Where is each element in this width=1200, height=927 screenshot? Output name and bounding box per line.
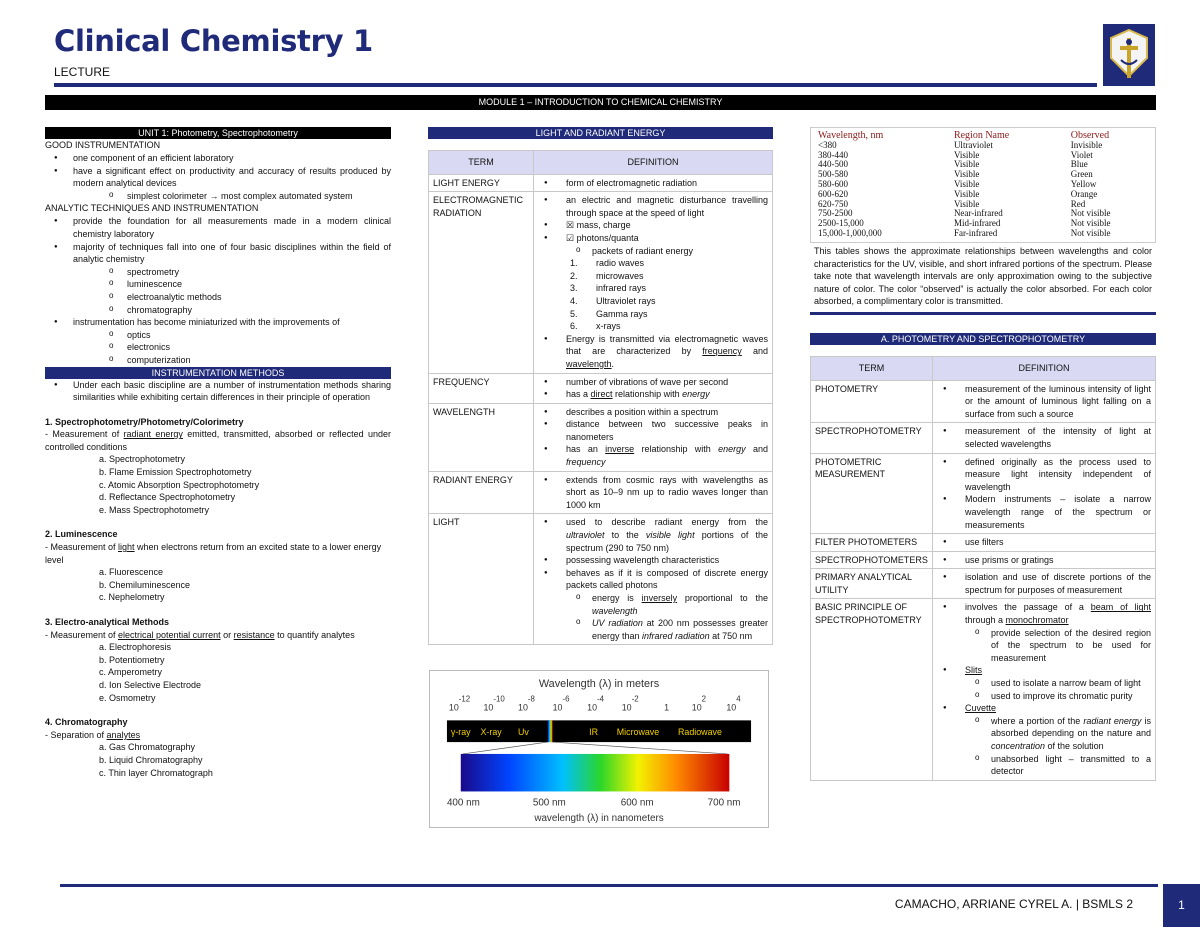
svg-text:-12: -12 [458,694,471,704]
svg-text:-6: -6 [562,694,570,704]
svg-text:-8: -8 [527,694,535,704]
svg-text:600 nm: 600 nm [620,797,654,809]
section-1-items: a. Spectrophotometry b. Flame Emission Spectrophotometry c. Atomic Absorption Spectrophotometry d. Reflectance Spectrophotometry e. Mass Spectrophotometry [99,454,260,515]
table-row: 2500-15,000 Mid-infrared Not visible [818,218,1111,229]
svg-text:Radiowave: Radiowave [677,727,722,738]
right-column [810,127,1156,781]
table-row: FREQUENCY ● number of vibrations of wave per second ● has a direct relationship with energy [429,373,773,403]
section-3-items: a. Electrophoresis b. Potentiometry c. Amperometry d. Ion Selective Electrode e. Osmometry [99,642,202,703]
svg-text:-10: -10 [493,694,505,704]
svg-text:-4: -4 [597,694,605,704]
table-row: PRIMARY ANALYTICAL UTILITY ● isolation and use of discrete portions of the spectrum for purposes of measurement [811,569,1156,599]
footer-author: CAMACHO, ARRIANE CYREL A. | BSMLS 2 [894,897,1133,911]
section-2-title: 2. Luminescence [45,529,118,540]
list-item: o simplest colorimeter → most complex automated system [45,190,391,203]
analytic-techniques-heading: ANALYTIC TECHNIQUES AND INSTRUMENTATION [45,203,259,214]
header-definition: DEFINITION [534,151,773,175]
svg-text:10: 10 [483,702,494,713]
left-column [45,127,391,779]
table-row: BASIC PRINCIPLE OF SPECTROPHOTOMETRY ● involves the passage of a beam of light through a monochromator o provide selection of the desired region of the spectrum to be used for measurement ● Slits o used to isolate a narrow beam of light o used to improve its chromatic purity ● Cuvette o where a portion of the radiant energy is absorbed depending on the nature and concentration of the solution o unabsorbed light – transmitted to a detector [811,599,1156,780]
power-labels [449,695,741,713]
list-item: ● Under each basic discipline are a number of instrumentation methods sharing similarities while exhibiting certain differences in their principle of operation [45,379,391,404]
section-2-items: a. Fluorescence b. Chemiluminescence c. Nephelometry [99,567,191,603]
table-row: 500-580 Visible Green [818,169,1093,180]
table-row: 750-2500 Near-infrared Not visible [818,208,1111,219]
table-row: LIGHT ENERGY ● form of electromagnetic radiation [429,174,773,192]
logo [1103,24,1155,86]
light-terms-table [428,150,773,645]
svg-text:4: 4 [736,694,741,704]
svg-text:Uv: Uv [518,727,529,738]
wavelength-figure [810,127,1156,243]
page-subtitle: LECTURE [54,65,111,79]
middle-column [428,127,773,645]
photometry-table [810,356,1156,781]
section-3-title: 3. Electro-analytical Methods [45,617,170,627]
list-item: ● provide the foundation for all measurements made in a modern clinical chemistry laboratory [45,215,391,240]
list-item: ● have a significant effect on productivity and accuracy of results produced by modern analytical devices [45,165,391,190]
unit-bar: UNIT 1: Photometry, Spectrophotometry [45,127,391,139]
list-item: o luminescence [45,278,391,291]
table-row: 380-440 Visible Violet [818,149,1093,160]
methods-bar: INSTRUMENTATION METHODS [45,367,391,379]
list-item: o optics [45,329,391,342]
header-definition: DEFINITION [933,356,1156,380]
photometry-bar: A. PHOTOMETRY AND SPECTROPHOTOMETRY [810,333,1156,345]
svg-text:IR: IR [589,727,599,738]
analytic-list [45,215,391,366]
good-instrumentation-heading: GOOD INSTRUMENTATION [45,140,161,150]
list-item: o computerization [45,354,391,367]
section-4-items: a. Gas Chromatography b. Liquid Chromatography c. Thin layer Chromatograph [99,742,213,778]
svg-text:10: 10 [691,702,702,713]
svg-text:X-ray: X-ray [480,727,502,738]
table-row: SPECTROPHOTOMETRY ● measurement of the intensity of light at selected wavelengths [811,423,1156,453]
header-term: TERM [811,356,933,380]
section-1-desc: - Measurement of radiant energy emitted, transmitted, absorbed or reflected under controlled conditions [45,429,391,452]
list-item: ● majority of techniques fall into one of four basic disciplines within the field of analytic chemistry [45,241,391,266]
svg-text:700 nm: 700 nm [707,797,741,809]
svg-text:500 nm: 500 nm [532,797,566,809]
svg-text:10: 10 [518,702,528,713]
svg-text:2: 2 [701,694,707,704]
table-row: ELECTROMAGNETIC RADIATION ● an electric and magnetic disturbance travelling through space at the speed of light ● ☒ mass, charge ● ☑ photons/quanta o packets of radiant energy 1. radio waves 2. microwaves 3. infrared rays 4. Ultraviolet rays 5. Gamma rays 6. x-rays ● Energy is transmitted via electromagnetic waves that are characterized by frequency and wavelength. [429,192,773,373]
page-number: 1 [1163,884,1200,927]
svg-text:-2: -2 [631,694,639,704]
good-list [45,152,391,202]
svg-text:10: 10 [552,702,563,713]
header-term: TERM [429,151,534,175]
nm-labels [447,797,741,808]
table-row: LIGHT ● used to describe radiant energy from the ultraviolet to the visible light portions of the spectrum (290 to 750 nm) ● possessing wavelength characteristics ● behaves as if it is composed of discrete energy packets called photons o energy is inversely proportional to the wavelength o UV radiation at 200 nm possesses greater energy than infrared radiation at 750 nm [429,514,773,645]
section-1-title: 1. Spectrophotometry/Photometry/Colorimetry [45,416,244,427]
module-bar: MODULE 1 – INTRODUCTION TO CHEMICAL CHEMISTRY [45,95,1156,110]
svg-text:γ-ray: γ-ray [450,727,471,738]
svg-text:400 nm: 400 nm [446,797,480,809]
svg-text:10: 10 [621,702,632,713]
visible-spectrum [461,754,730,792]
svg-text:10: 10 [726,702,737,713]
table-row: FILTER PHOTOMETERS ● use filters [811,534,1156,552]
svg-text:1: 1 [664,702,670,713]
svg-text:10: 10 [448,702,459,713]
table-row: PHOTOMETRIC MEASUREMENT ● defined originally as the process used to measure light intensity independent of wavelength ● Modern instruments – isolate a narrow wavelength range of the spectrum or measurements [811,453,1156,534]
section-3-desc: - Measurement of electrical potential current or resistance to quantify analytes [45,629,355,640]
seal-icon [1103,24,1155,86]
table-row: 15,000-1,000,000 Far-infrared Not visible [818,227,1111,238]
table-row: WAVELENGTH ● describes a position within a spectrum ● distance between two successive peaks in nanometers ● has an inverse relationship with energy and frequency [429,403,773,471]
light-energy-bar: LIGHT AND RADIANT ENERGY [428,127,773,139]
table-row: SPECTROPHOTOMETERS ● use prisms or gratings [811,551,1156,569]
list-item: o electronics [45,341,391,354]
page-title: Clinical Chemistry 1 [54,24,373,58]
methods-list [45,379,391,404]
spectrum-title: Wavelength (λ) in meters [538,677,660,690]
table-row: 600-620 Visible Orange [818,188,1098,199]
list-item: o electroanalytic methods [45,291,391,304]
section-2-desc: - Measurement of light when electrons return from an excited state to a lower energy level [45,542,382,565]
footer-rule [60,884,1158,887]
svg-text:10: 10 [587,702,598,713]
table-row: 440-500 Visible Blue [818,159,1088,170]
table-row: 580-600 Visible Yellow [818,178,1097,189]
wavelength-table: Wavelength, nm Region Name Observed <380 Ultraviolet Invisible 380-440 Visible Violet 440-500 Visible Blue 500-580 Visible Green 580-600 Visible Yellow 600-620 Visible Orange 620-750 Visible Red 750-2500 Near-infrared Not visible 2500-15,000 Mid-infrared Not visible 15,000-1,000,000 Far-infrared Not visible [815,131,1155,239]
list-item: o spectrometry [45,266,391,279]
section-4-desc: - Separation of analytes [45,729,141,740]
list-item: ● one component of an efficient laboratory [45,152,391,165]
spectrum-figure [429,670,769,828]
table-row: <380 Ultraviolet Invisible [818,139,1103,150]
svg-text:Microwave: Microwave [616,727,660,738]
list-item: ● instrumentation has become miniaturized with the improvements of [45,316,391,329]
spectrum-xlabel: wavelength (λ) in nanometers [534,813,664,825]
table-row: PHOTOMETRY ● measurement of the luminous intensity of light or the amount of luminous light falling on a surface from such a source [811,380,1156,423]
list-item: o chromatography [45,304,391,317]
table-row: 620-750 Visible Red [818,198,1086,209]
wavelength-caption: This tables shows the approximate relationships between wavelengths and color characteristics for the UV, visible, and short infrared portions of the spectrum. Please take note that wavelength intervals are only approximation owing to the subjective nature of color. The color “observed” is actually the color absorbed. For each color absorbed, a complimentary color is transmitted. [810,243,1156,315]
header-rule [54,83,1097,87]
table-row: RADIANT ENERGY ● extends from cosmic rays with wavelengths as short as 10–9 nm up to radio waves longer than 1000 km [429,471,773,514]
section-4-title: 4. Chromatography [45,717,128,728]
